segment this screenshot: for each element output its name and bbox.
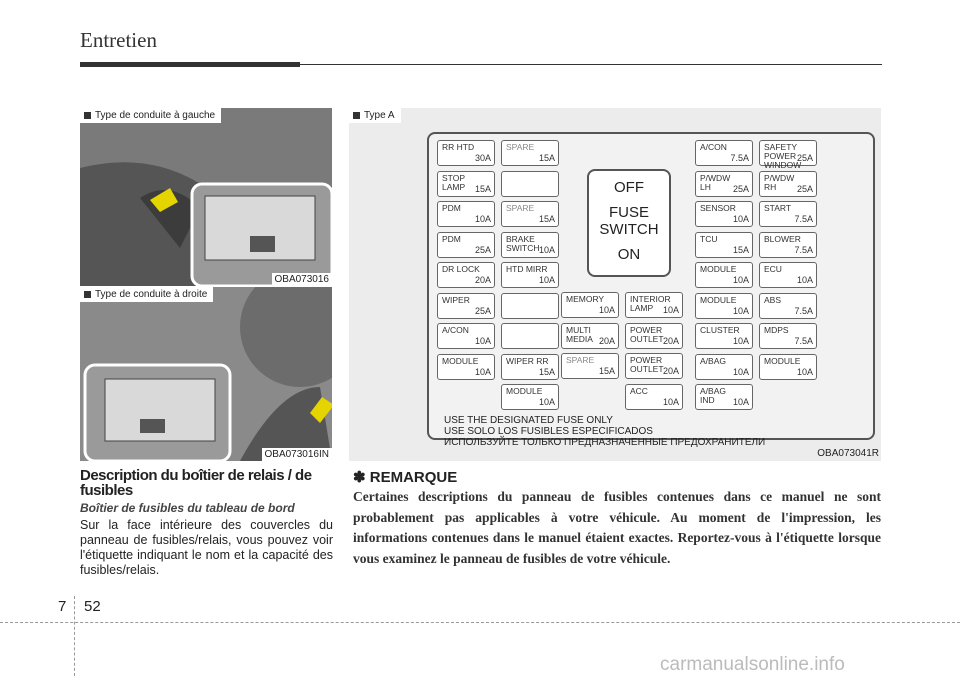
fuse-rating: 10A (662, 396, 679, 407)
fuse-cell (501, 232, 559, 258)
fuse-rating: 10A (474, 336, 491, 346)
fuse-name: A/BAG (700, 355, 726, 366)
fuse-cell (625, 292, 683, 318)
fuse-rating: 10A (732, 214, 749, 224)
section-body: Sur la face intérieure des couvercles du panneau de fusibles/relais, vous pouvez voir l'étiquette indiquant le nom et la capacité des fusibles/relais. (80, 518, 333, 577)
photo-code-left: OBA073016 (272, 273, 333, 286)
fuse-name: BRAKE SWITCH (506, 233, 540, 253)
fuse-name: SPARE (566, 355, 595, 365)
fuse-rating: 30A (474, 153, 491, 163)
photo-left-hand-drive (80, 108, 332, 286)
fuse-rating: 10A (796, 275, 813, 285)
fuse-diagram (349, 108, 881, 461)
fuse-name: ECU (764, 264, 782, 274)
page-header-title: Entretien (80, 28, 157, 52)
fuse-rating: 10A (598, 305, 615, 315)
fuse-name: MODULE (700, 264, 737, 274)
fuse-switch-label-1: FUSE (608, 204, 649, 221)
header-rule-thick (80, 62, 300, 67)
fuse-switch-on: ON (617, 246, 641, 263)
fuse-rating: 25A (732, 183, 749, 194)
fuse-cell (501, 140, 559, 166)
fuse-name: HTD MIRR (506, 264, 548, 274)
fuse-cell (437, 140, 495, 166)
fuse-cell (501, 354, 559, 380)
fuse-cell (695, 262, 753, 288)
diagram-caption (349, 108, 401, 123)
fuse-rating: 15A (538, 214, 555, 224)
fuse-rating: 25A (474, 244, 491, 255)
fuse-rating: 7.5A (794, 336, 813, 346)
bullet-square-icon (353, 112, 360, 119)
fuse-cell (759, 262, 817, 288)
diagram-code: OBA073041R (817, 448, 879, 459)
fuse-rating: 10A (474, 214, 491, 224)
fuse-name: MODULE (700, 294, 737, 305)
fuse-rating: 10A (662, 305, 679, 315)
fuse-cell (625, 353, 683, 379)
fuse-name: STOP LAMP (442, 172, 466, 192)
fuse-cell (501, 384, 559, 410)
fuse-cell (695, 293, 753, 319)
fuse-cell (437, 262, 495, 288)
watermark: carmanualsonline.info (660, 654, 845, 675)
fuse-rating: 20A (474, 275, 491, 285)
fuse-cell (695, 323, 753, 349)
fuse-cell (501, 201, 559, 227)
fuse-name: P/WDW RH (764, 172, 795, 192)
fuse-name: DR LOCK (442, 264, 480, 274)
fuse-rating: 15A (598, 366, 615, 376)
fuse-rating: 15A (538, 153, 555, 163)
photo-right-hand-drive (80, 287, 332, 461)
fuse-cell (437, 171, 495, 197)
fuse-rating: 7.5A (794, 214, 813, 224)
footer-vertical-divider (74, 596, 75, 676)
remark-title: ✽ REMARQUE (353, 469, 458, 486)
fuse-cell (501, 171, 559, 197)
photo-caption-text: Type de conduite à droite (95, 289, 208, 300)
fuse-name: POWER OUTLET (630, 324, 664, 344)
remark-body: Certaines descriptions du panneau de fusibles contenues dans ce manuel ne sont probablement pas applicables à votre véhicule. Au moment de l'impression, les informations contenues dans le manuel étaient exactes. Reportez-vous à l'étiquette lorsque vous examinez le panneau de fusibles de votre véhicule. (353, 489, 881, 566)
fuse-rating: 20A (598, 335, 615, 346)
fuse-name: SPARE (506, 203, 535, 213)
fuse-cell (695, 384, 753, 410)
photo-code-right: OBA073016IN (262, 448, 333, 461)
fuse-rating: 10A (796, 366, 813, 377)
fuse-name: CLUSTER (700, 325, 740, 335)
page-number: 52 (84, 598, 101, 615)
section-title: Description du boîtier de relais / de fusibles (80, 467, 312, 499)
diagram-footer-line-3: ИСПОЛЬЗУЙТЕ ТОЛЬКО ПРЕДНАЗНАЧЕННЫЕ ПРЕДОХРАНИТЕЛИ (444, 437, 766, 448)
fuse-cell (759, 323, 817, 349)
fuse-rating: 15A (474, 183, 491, 194)
fuse-cell (759, 293, 817, 319)
fuse-rating: 15A (732, 244, 749, 255)
fuse-rating: 15A (538, 366, 555, 377)
diagram-footer-line-1: USE THE DESIGNATED FUSE ONLY (444, 415, 613, 426)
fuse-rating: 7.5A (730, 153, 749, 163)
fuse-name: PDM (442, 203, 461, 213)
fuse-name: MEMORY (566, 294, 605, 304)
fuse-name: BLOWER (764, 233, 801, 244)
fuse-name: MDPS (764, 325, 789, 335)
bullet-square-icon (84, 112, 91, 119)
fuse-cell (561, 292, 619, 318)
bullet-square-icon (84, 291, 91, 298)
fuse-name: ABS (764, 294, 782, 305)
fuse-name: INTERIOR LAMP (630, 294, 671, 313)
fuse-name: MODULE (506, 386, 543, 396)
fuse-name: SENSOR (700, 203, 736, 213)
fuse-switch (587, 169, 671, 277)
fuse-name: SPARE (506, 142, 535, 152)
fuse-rating: 25A (474, 305, 491, 316)
fuse-cell (695, 171, 753, 197)
fuse-name: PDM (442, 233, 461, 244)
fuse-name: MULTI MEDIA (566, 324, 593, 344)
photo-left-illustration (80, 108, 332, 286)
fuse-cell (625, 384, 683, 410)
fuse-cell (561, 353, 619, 379)
fuse-rating: 10A (732, 397, 749, 407)
fuse-rating: 25A (796, 153, 813, 163)
fuse-rating: 10A (732, 305, 749, 316)
diagram-caption-text: Type A (364, 110, 395, 121)
fuse-cell (695, 201, 753, 227)
fuse-rating: 10A (732, 366, 749, 377)
fuse-switch-off: OFF (614, 179, 644, 196)
fuse-name: RR HTD (442, 142, 475, 152)
fuse-cell (695, 354, 753, 380)
fuse-cell (437, 201, 495, 227)
fuse-cell (759, 140, 817, 170)
fuse-rating: 20A (662, 335, 679, 346)
fuse-name: SAFETY POWER WINDOW (764, 142, 802, 170)
fuse-rating: 10A (732, 336, 749, 346)
fuse-name: A/BAG IND (700, 386, 726, 405)
fuse-cell (561, 323, 619, 349)
fuse-name: A/CON (700, 142, 727, 152)
fuse-cell (759, 171, 817, 197)
fuse-cell (501, 262, 559, 288)
fuse-cell (501, 293, 559, 319)
fuse-cell (437, 354, 495, 380)
fuse-name: WIPER (442, 294, 470, 305)
fuse-rating: 10A (474, 366, 491, 377)
fuse-cell (759, 354, 817, 380)
fuse-name: POWER OUTLET (630, 355, 664, 374)
fuse-cell (759, 232, 817, 258)
fuse-rating: 25A (796, 183, 813, 194)
fuse-cell (437, 232, 495, 258)
fuse-cell (695, 140, 753, 166)
fuse-name: WIPER RR (506, 355, 549, 366)
diagram-footer-line-2: USE SOLO LOS FUSIBLES ESPECIFICADOS (444, 426, 653, 437)
photo-caption-left (80, 108, 221, 123)
fuse-cell (437, 293, 495, 319)
fuse-name: MODULE (442, 355, 479, 366)
fuse-name: START (764, 203, 792, 213)
fuse-rating: 10A (538, 244, 555, 255)
fuse-cell (695, 232, 753, 258)
header-rule-thin (300, 64, 882, 65)
photo-caption-right (80, 287, 213, 302)
fuse-name: MODULE (764, 355, 801, 366)
section-subtitle: Boîtier de fusibles du tableau de bord (80, 501, 295, 515)
fuse-cell (501, 323, 559, 349)
fuse-name: ACC (630, 385, 648, 396)
fuse-switch-label-2: SWITCH (599, 221, 659, 238)
fuse-name: P/WDW LH (700, 172, 731, 192)
fuse-rating: 7.5A (794, 305, 813, 316)
fuse-rating: 10A (538, 397, 555, 407)
photo-caption-text: Type de conduite à gauche (95, 110, 216, 121)
photo-right-illustration (80, 287, 332, 461)
footer-divider (0, 622, 960, 623)
fuse-rating: 20A (662, 366, 679, 376)
fuse-name: A/CON (442, 325, 469, 335)
fuse-rating: 10A (732, 275, 749, 285)
chapter-number: 7 (58, 598, 67, 615)
fuse-cell (625, 323, 683, 349)
fuse-rating: 7.5A (794, 244, 813, 255)
fuse-rating: 10A (538, 275, 555, 285)
fuse-cell (759, 201, 817, 227)
fuse-cell (437, 323, 495, 349)
fuse-name: TCU (700, 233, 718, 244)
